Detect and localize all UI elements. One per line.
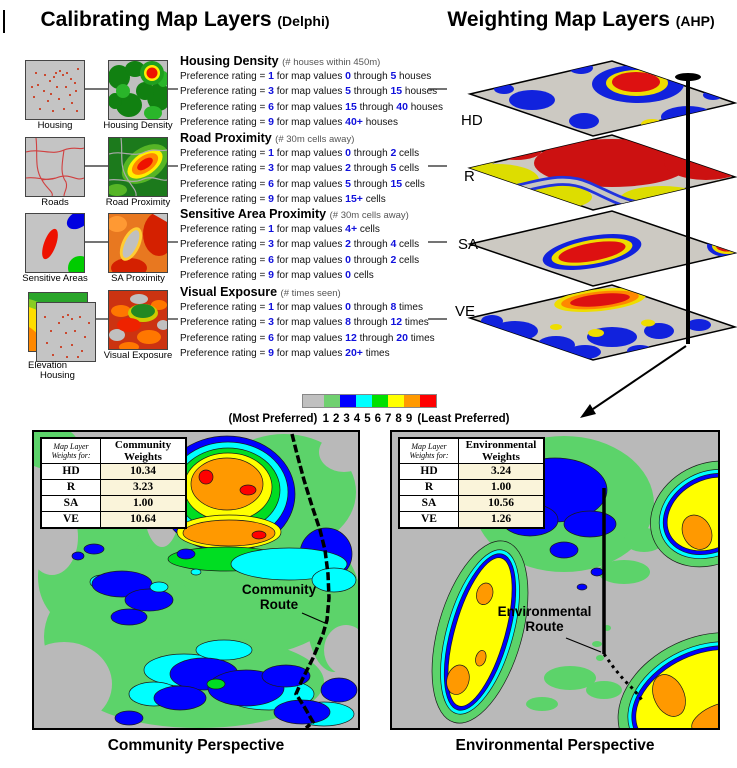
weights-header-row — [41, 438, 186, 464]
sa-proximity-thumbnail-art — [108, 213, 168, 273]
road-proximity-thumbnail — [108, 137, 168, 197]
weights-row — [41, 464, 186, 480]
layer-code-cell: R — [399, 480, 459, 496]
legend-number: 6 — [374, 413, 381, 425]
road-proximity-thumb-label: Road Proximity — [105, 197, 171, 208]
legend-swatch — [356, 395, 372, 407]
weights-header-left: Map Layer Weights for: — [41, 438, 101, 464]
weights-row — [399, 480, 544, 496]
weights-row — [399, 512, 544, 529]
weights-row — [399, 496, 544, 512]
weight-value-cell: 3.23 — [101, 480, 187, 496]
weights-row — [41, 512, 186, 529]
preference-rating-line: Preference rating = 3 for map values 2 through 5 cells — [180, 162, 420, 175]
layer-code-cell: VE — [41, 512, 101, 529]
legend-swatch — [303, 395, 324, 407]
legend-number: 4 — [353, 413, 361, 425]
sensitive-areas-thumb-label: Sensitive Areas — [22, 273, 88, 284]
layer-code-cell: HD — [399, 464, 459, 480]
environmental-route-label: Environmental Route — [497, 604, 592, 634]
preference-rating-line: Preference rating = 3 for map values 8 through 12 times — [180, 316, 429, 329]
legend-numbers — [321, 413, 415, 425]
stack-label-r: R — [464, 168, 475, 185]
housing-density-thumbnail — [108, 60, 168, 120]
preference-rating-line: Preference rating = 1 for map values 0 through 2 cells — [180, 147, 420, 159]
sa-layer-plane — [470, 211, 737, 286]
preference-rating-line: Preference rating = 6 for map values 5 through 15 cells — [180, 177, 425, 190]
layer-code-cell: R — [41, 480, 101, 496]
block-title — [180, 207, 436, 221]
housing-density-thumb-label: Housing Density — [103, 120, 173, 131]
preference-rating-line: Preference rating = 3 for map values 2 through 4 cells — [180, 238, 420, 251]
block-title-text: Sensitive Area Proximity — [180, 207, 327, 221]
elevation-thumb-label: Elevation — [28, 360, 68, 371]
layer-code-cell: HD — [41, 464, 101, 480]
r-layer-plane — [455, 135, 737, 223]
right-title-sub: (AHP) — [675, 13, 715, 29]
roads-thumbnail — [25, 137, 85, 197]
ve-layer-plane — [470, 284, 735, 360]
housing-thumb-label: Housing — [37, 120, 73, 131]
roads-thumbnail-art — [25, 137, 85, 197]
block-title-text: Road Proximity — [180, 131, 272, 145]
legend-swatch — [340, 395, 356, 407]
block-title-note: (# 30m cells away) — [275, 134, 355, 145]
preference-rating-line: Preference rating = 9 for map values 40+ houses — [180, 116, 398, 129]
community-caption: Community Perspective — [107, 737, 285, 754]
legend-number: 7 — [385, 413, 392, 425]
preference-rating-line: Preference rating = 1 for map values 0 through 8 times — [180, 301, 423, 313]
housing-overlay-thumbnail-art — [36, 302, 96, 362]
weights-header-left: Map Layer Weights for: — [399, 438, 459, 464]
weight-value-cell: 10.56 — [459, 496, 545, 512]
layer-code-cell: SA — [41, 496, 101, 512]
weights-row — [41, 480, 186, 496]
weight-value-cell: 10.64 — [101, 512, 187, 529]
visual-exposure-thumbnail-art — [108, 290, 168, 350]
preference-rating-line: Preference rating = 6 for map values 12 through 20 times — [180, 331, 435, 344]
weights-row — [399, 464, 544, 480]
housing-density-thumbnail-art — [108, 60, 168, 120]
weight-value-cell: 10.34 — [101, 464, 187, 480]
legend-number: 9 — [405, 413, 413, 425]
weights-header-right: Environmental Weights — [459, 438, 545, 464]
preference-lines — [180, 222, 436, 284]
visual-exposure-thumbnail — [108, 290, 168, 350]
weights-header-row — [399, 438, 544, 464]
sensitive-areas-thumbnail-art — [25, 213, 85, 273]
preference-rating-line: Preference rating = 6 for map values 0 through 2 cells — [180, 253, 420, 266]
legend-swatch — [388, 395, 404, 407]
preference-rating-line: Preference rating = 1 for map values 4+ cells — [180, 223, 380, 235]
stack-label-hd: HD — [461, 112, 483, 129]
right-title-text: Weighting Map Layers — [447, 8, 670, 31]
legend-number: 8 — [395, 413, 402, 425]
preference-rating-line: Preference rating = 6 for map values 15 through 40 houses — [180, 100, 443, 113]
housing-overlay-thumb-label: Housing — [40, 370, 75, 381]
stack-label-sa: SA — [458, 236, 479, 253]
community-weights-table — [40, 437, 187, 529]
hd-layer-plane — [470, 61, 735, 136]
legend-number: 5 — [364, 413, 371, 425]
block-title-text: Housing Density — [180, 54, 279, 68]
legend-color-bar — [302, 394, 437, 408]
sensitive-area-block — [180, 207, 436, 284]
block-title — [180, 54, 436, 68]
block-title-note: (# 30m cells away) — [329, 210, 409, 221]
block-title — [180, 131, 436, 145]
preference-rating-line: Preference rating = 9 for map values 20+ times — [180, 347, 390, 360]
housing-overlay-thumbnail — [36, 302, 96, 362]
sa-proximity-thumbnail — [108, 213, 168, 273]
preference-rating-line: Preference rating = 1 for map values 0 through 5 houses — [180, 70, 432, 82]
community-route-label: Community Route — [241, 582, 317, 612]
weight-value-cell: 1.00 — [101, 496, 187, 512]
left-title-text: Calibrating Map Layers — [40, 8, 272, 31]
environmental-map — [390, 430, 720, 730]
pole-disc-icon — [675, 73, 701, 81]
preference-lines — [180, 146, 436, 208]
preference-lines — [180, 69, 443, 131]
environmental-caption: Environmental Perspective — [455, 737, 655, 754]
left-title — [20, 8, 350, 32]
environmental-weights-table — [398, 437, 545, 529]
road-proximity-thumbnail-art — [108, 137, 168, 197]
preference-rating-line: Preference rating = 9 for map values 15+ cells — [180, 193, 386, 206]
legend-swatch — [324, 395, 340, 407]
legend-number: 2 — [332, 413, 340, 425]
left-title-sub: (Delphi) — [277, 13, 330, 29]
layer-code-cell: SA — [399, 496, 459, 512]
block-title-note: (# times seen) — [280, 288, 341, 299]
preference-lines — [180, 300, 436, 362]
block-title-note: (# houses within 450m) — [282, 57, 381, 68]
road-proximity-block — [180, 131, 436, 208]
housing-density-block — [180, 54, 443, 131]
legend-scale-line — [208, 413, 530, 425]
weight-value-cell: 1.00 — [459, 480, 545, 496]
visual-exposure-block — [180, 285, 436, 362]
legend-most-preferred: (Most Preferred) — [228, 413, 318, 425]
stack-label-ve: VE — [455, 303, 476, 320]
preference-rating-line: Preference rating = 9 for map values 0 cells — [180, 269, 374, 282]
legend-least-preferred: (Least Preferred) — [417, 413, 510, 425]
legend-swatch — [372, 395, 388, 407]
weights-header-right: Community Weights — [101, 438, 187, 464]
right-title — [425, 8, 737, 32]
housing-thumbnail-art — [25, 60, 85, 120]
weight-value-cell: 1.26 — [459, 512, 545, 529]
layer-code-cell: VE — [399, 512, 459, 529]
block-title-text: Visual Exposure — [180, 285, 278, 299]
visual-exposure-thumb-label: Visual Exposure — [103, 350, 173, 361]
legend-swatch — [420, 395, 436, 407]
preference-legend — [208, 394, 530, 425]
legend-number: 1 — [322, 413, 329, 425]
block-title — [180, 285, 436, 299]
sa-proximity-thumb-label: SA Proximity — [111, 273, 165, 284]
roads-thumb-label: Roads — [41, 197, 69, 208]
weight-value-cell: 3.24 — [459, 464, 545, 480]
housing-thumbnail — [25, 60, 85, 120]
weights-row — [41, 496, 186, 512]
legend-number: 3 — [343, 413, 350, 425]
legend-swatch — [404, 395, 420, 407]
sensitive-areas-thumbnail — [25, 213, 85, 273]
preference-rating-line: Preference rating = 3 for map values 5 through 15 houses — [180, 85, 438, 98]
community-map — [32, 430, 360, 730]
